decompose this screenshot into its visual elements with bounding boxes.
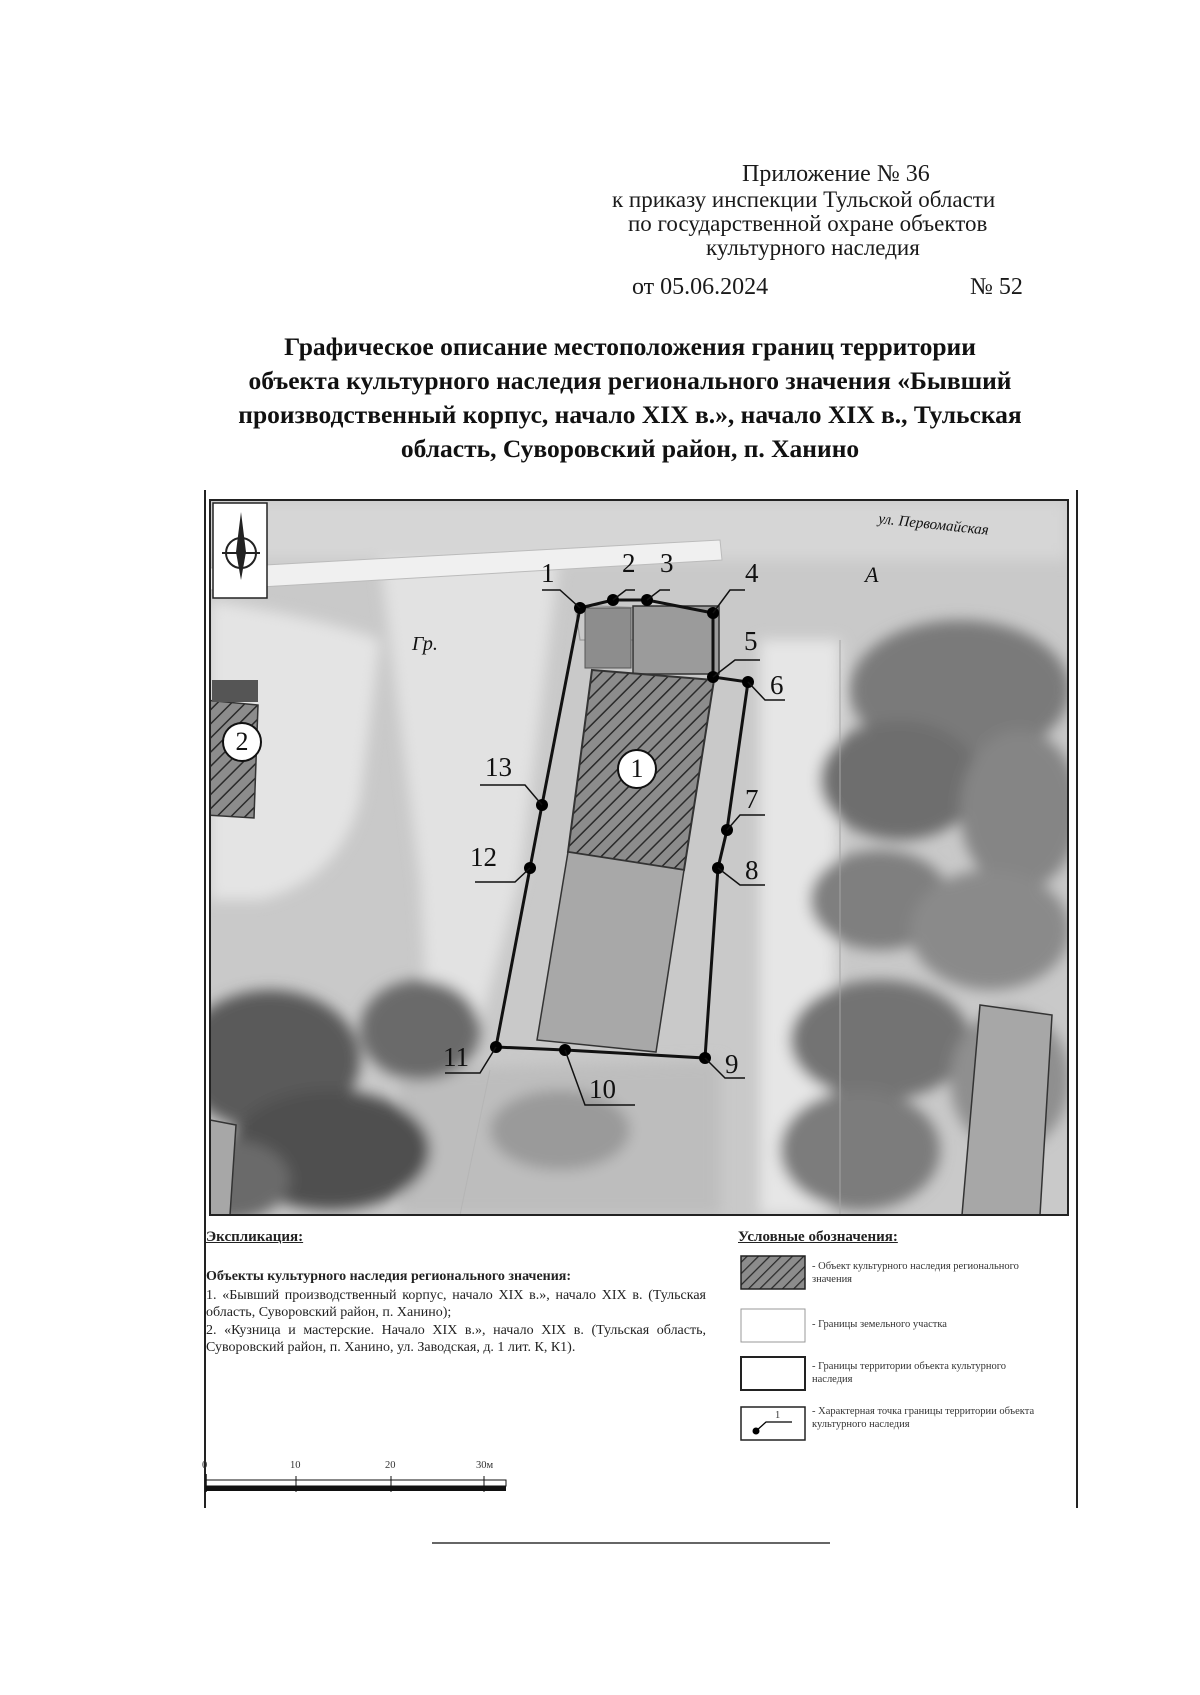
point-label-7: 7 [745,784,759,814]
scale-tick-0: 0 [202,1460,208,1471]
title-line-4: область, Суворовский район, п. Ханино [400,434,860,463]
label-gr: Гр. [412,633,438,655]
legend-item-plot: - Границы земельного участка [812,1319,947,1330]
order-date: от 05.06.2024 [632,274,769,300]
point-label-1: 1 [541,558,555,588]
point-label-4: 4 [745,558,759,588]
legend-heading: Условные обозначения: [738,1229,898,1245]
point-label-9: 9 [725,1049,739,1079]
point-label-10: 10 [589,1074,616,1104]
appendix-number: Приложение № 36 [742,161,930,187]
legend-item-point: - Характерная точка границы территории объекта культурного наследия [812,1406,1035,1430]
legend-item-territory: - Границы территории объекта культурного наследия [812,1361,1007,1385]
point-label-6: 6 [770,670,784,700]
point-label-3: 3 [660,548,674,578]
explication-subheading: Объекты культурного наследия регионального значения: [206,1269,572,1284]
explication-item-2: 2. «Кузница и мастерские. Начало XIX в.», начало XIX в. (Тульская область, Суворовский район, п. Ханино, ул. Заводская, д. 1 лит. К, К1). [206,1323,706,1355]
object-1-marker: 1 [617,749,657,789]
point-label-2: 2 [622,548,636,578]
street-label: ул. Первомайская [877,511,990,539]
point-label-11: 11 [443,1042,469,1072]
order-line-2: по государственной охране объектов [628,211,988,236]
point-label-12: 12 [470,842,497,872]
point-label-13: 13 [485,752,512,782]
scale-tick-20: 20 [385,1460,396,1471]
legend-item-heritage: - Объект культурного наследия регионального значения [812,1261,1019,1285]
label-a: А [865,562,879,587]
object-2-marker: 2 [222,722,262,762]
title-line-3: производственный корпус, начало XIX в.», начало XIX в., Тульская [238,400,1022,429]
title-line-1: Графическое описание местоположения границ территории [284,332,976,361]
scale-tick-30: 30м [476,1460,494,1471]
order-line-3: культурного наследия [706,235,920,260]
scale-tick-10: 10 [290,1460,301,1471]
order-number: № 52 [970,274,1023,300]
title-line-2: объекта культурного наследия регионального значения «Бывший [248,366,1012,395]
point-label-5: 5 [744,626,758,656]
order-line-1: к приказу инспекции Тульской области [612,187,996,212]
explication-item-1: 1. «Бывший производственный корпус, начало XIX в.», начало XIX в. (Тульская область, Суворовский район, п. Ханино); [206,1288,706,1320]
legend-sample-point: 1 [775,1410,781,1421]
point-label-8: 8 [745,855,759,885]
explication-heading: Экспликация: [206,1229,304,1245]
